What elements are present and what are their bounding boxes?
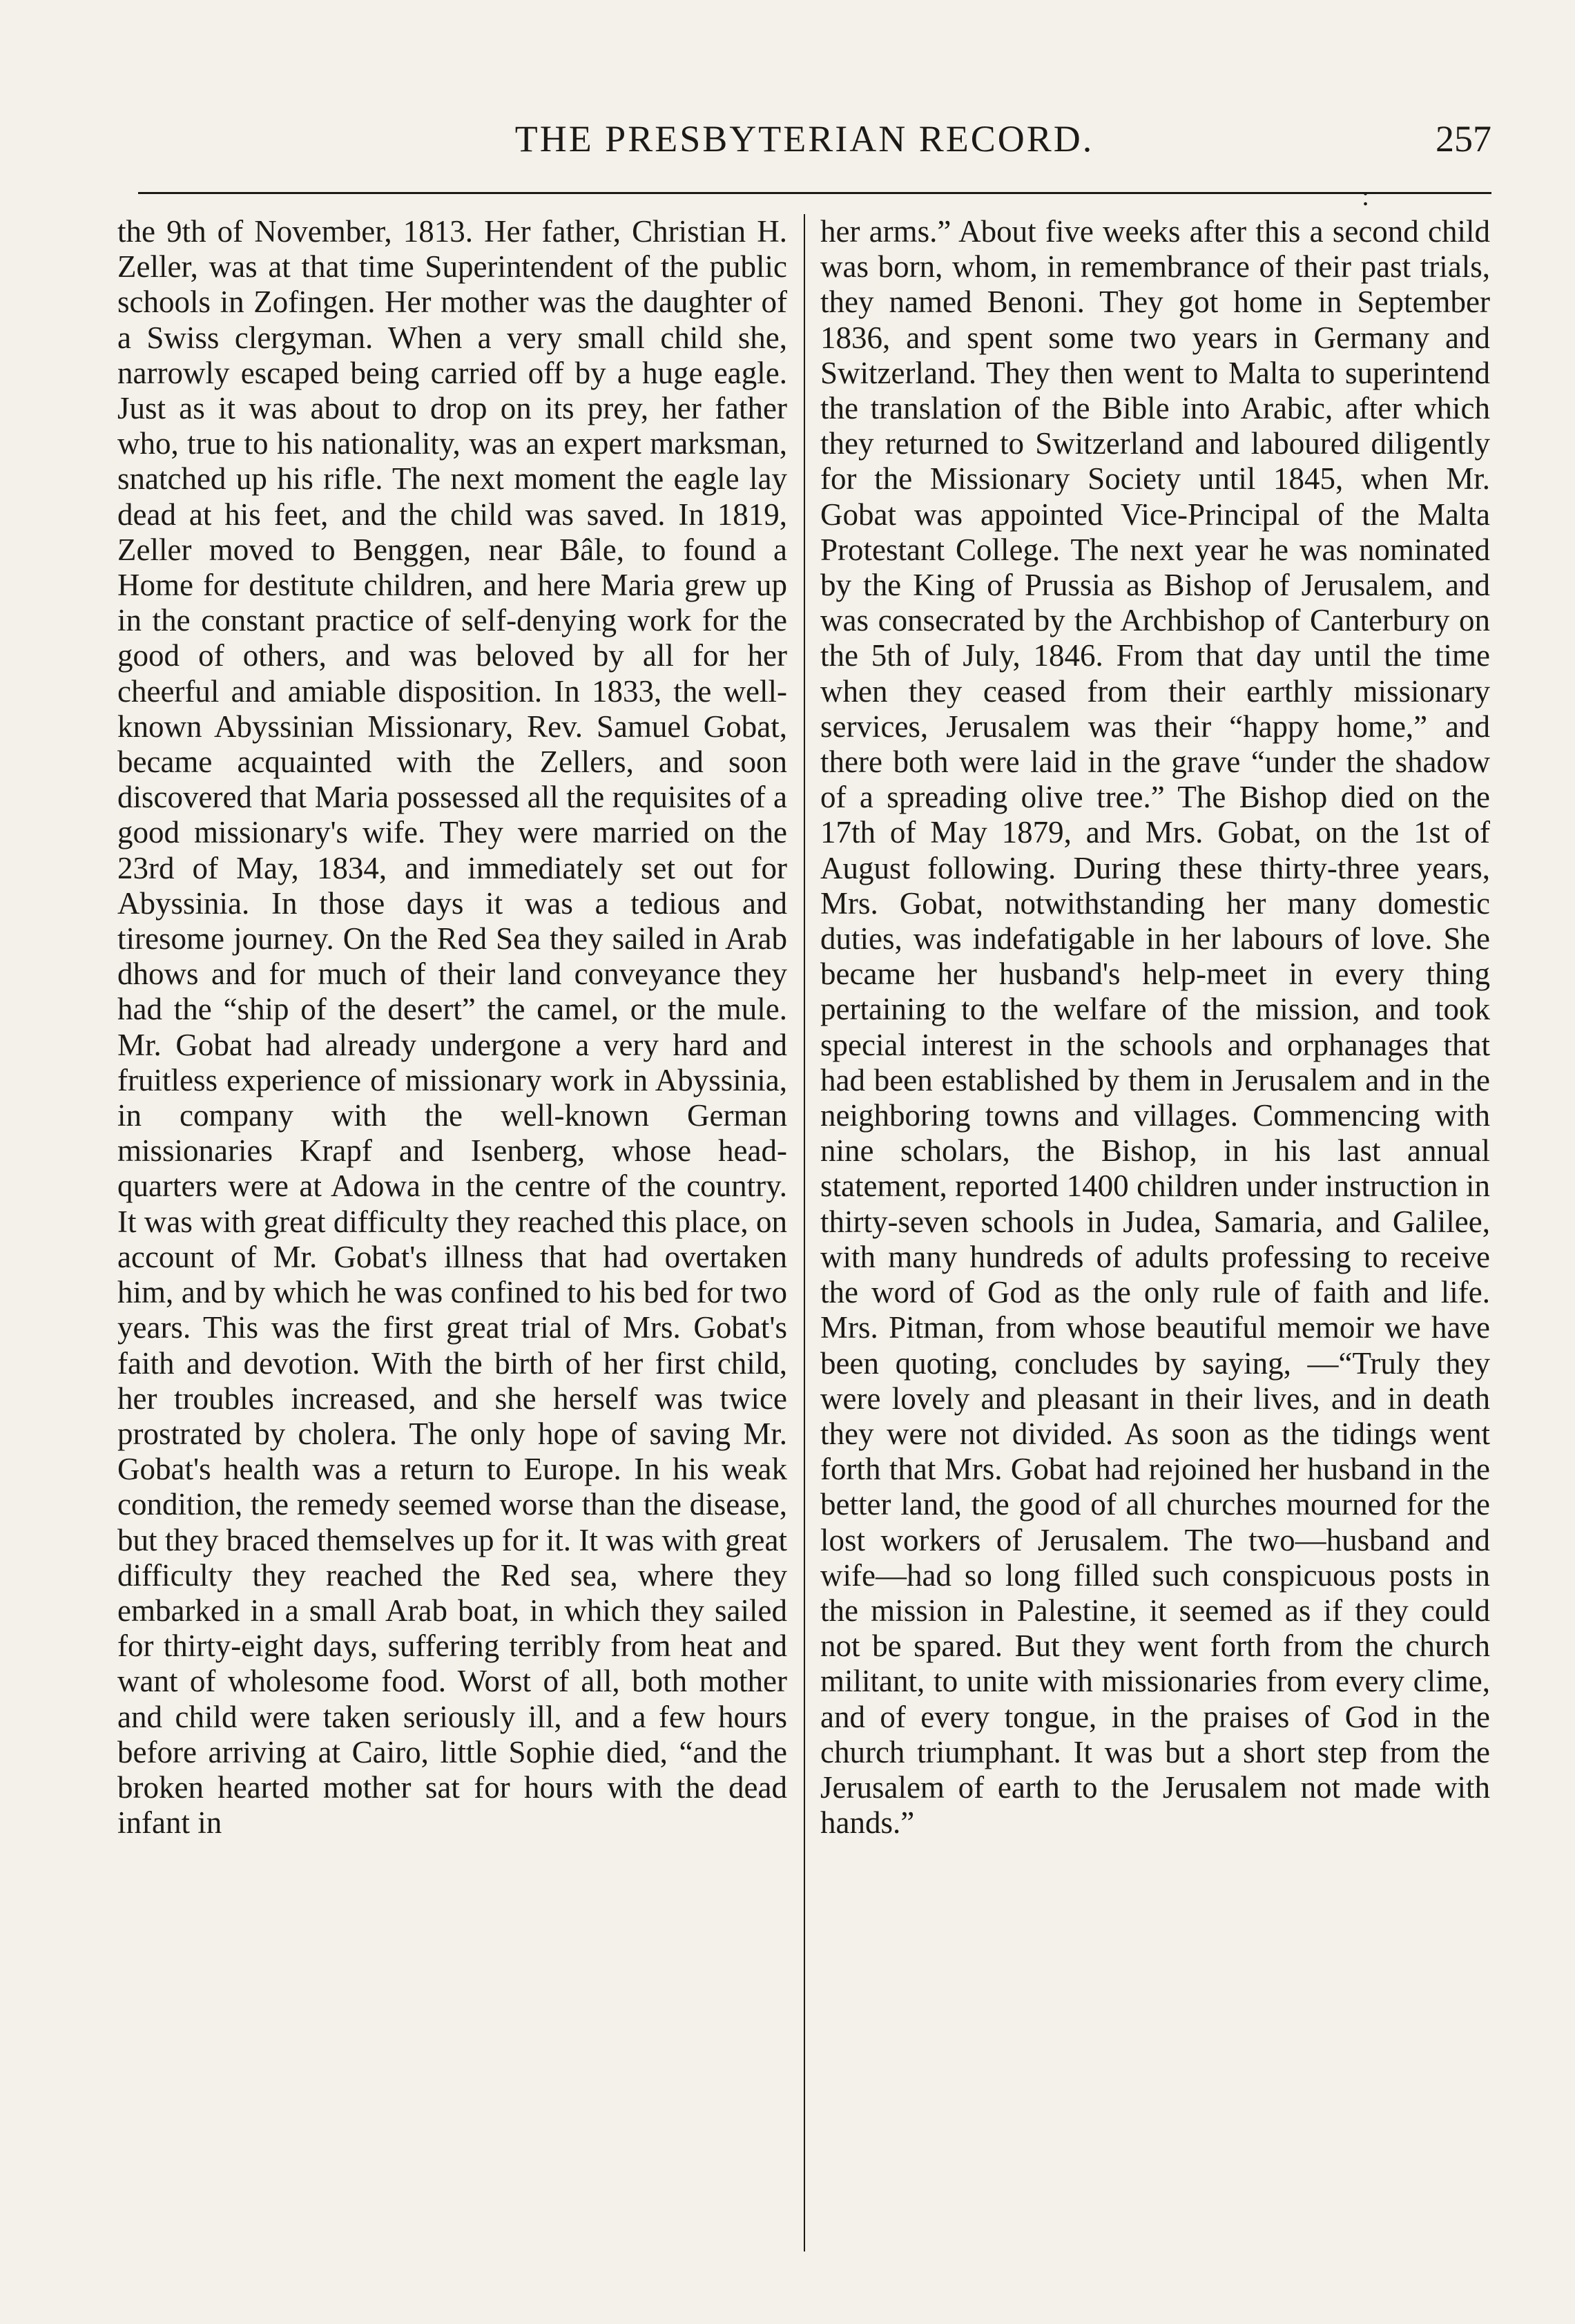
page bbox=[117, 111, 1491, 2251]
right-column-text: her arms.” About five weeks after this a second child was born, whom, in remembrance of their past trials, they named Benoni. They got home in September 1836, and spent some two years in Germany and Switzerland. They then went to Malta to superintend the translation of the Bible into Arabic, after which they returned to Switzerland and laboured diligently for the Missionary Society until 1845, when Mr. Gobat was appointed Vice-Principal of the Malta Protestant College. The next year he was nominated by the King of Prussia as Bishop of Jerusalem, and was consecrated by the Archbishop of Canterbury on the 5th of July, 1846. From that day until the time when they ceased from their earthly missionary services, Jerusalem was their “happy home,” and there both were laid in the grave “under the shadow of a spreading olive tree.” The Bishop died on the 17th of May 1879, and Mrs. Gobat, on the 1st of August following. During these thirty-three years, Mrs. Gobat, notwithstanding her many domestic duties, was indefatigable in her labours of love. She became her husband's help-meet in every thing pertaining to the welfare of the mission, and took special interest in the schools and orphanages that had been established by them in Jerusalem and in the neighboring towns and villages. Commencing with nine scholars, the Bishop, in his last annual statement, reported 1400 children under instruction in thirty-seven schools in Judea, Samaria, and Galilee, with many hundreds of adults professing to receive the word of God as the only rule of faith and life. Mrs. Pitman, from whose beautiful memoir we have been quoting, concludes by saying, —“Truly they were lovely and pleasant in their lives, and in death they were not divided. As soon as the tidings went forth that Mrs. Gobat had rejoined her husband in the better land, the good of all churches mourned for the lost workers of Jerusalem. The two—husband and wife—had so long filled such conspicuous posts in the mission in Palestine, it seemed as if they could not be spared. But they went forth from the church militant, to unite with missionaries from every clime, and of every tongue, in the praises of God in the church triumphant. It was but a short step from the Jerusalem of earth to the Jerusalem not made with hands.” bbox=[820, 214, 1490, 1841]
rule-mark: : bbox=[1362, 180, 1370, 211]
page-number: 257 bbox=[1436, 118, 1491, 160]
article-columns bbox=[117, 214, 1491, 2251]
left-column-text: the 9th of November, 1813. Her father, Christian H. Zeller, was at that time Superintendent of the public schools in Zofingen. Her mother was the daughter of a Swiss clergyman. When a very small child she, narrowly escaped being carried off by a huge eagle. Just as it was about to drop on its prey, her father who, true to his nationality, was an expert marksman, snatched up his rifle. The next moment the eagle lay dead at his feet, and the child was saved. In 1819, Zeller moved to Benggen, near Bâle, to found a Home for destitute children, and here Maria grew up in the constant practice of self-denying work for the good of others, and was beloved by all for her cheerful and amiable disposition. In 1833, the well-known Abyssinian Missionary, Rev. Samuel Gobat, became acquainted with the Zellers, and soon discovered that Maria possessed all the requisites of a good missionary's wife. They were married on the 23rd of May, 1834, and immediately set out for Abyssinia. In those days it was a tedious and tiresome journey. On the Red Sea they sailed in Arab dhows and for much of their land conveyance they had the “ship of the desert” the camel, or the mule. Mr. Gobat had already undergone a very hard and fruitless experience of missionary work in Abyssinia, in company with the well-known German missionaries Krapf and Isenberg, whose head-quarters were at Adowa in the centre of the country. It was with great difficulty they reached this place, on account of Mr. Gobat's illness that had overtaken him, and by which he was confined to his bed for two years. This was the first great trial of Mrs. Gobat's faith and devotion. With the birth of her first child, her troubles increased, and she herself was twice prostrated by cholera. The only hope of saving Mr. Gobat's health was a return to Europe. In his weak condition, the remedy seemed worse than the disease, but they braced themselves up for it. It was with great difficulty they reached the Red sea, where they embarked in a small Arab boat, in which they sailed for thirty-eight days, suffering terribly from heat and want of wholesome food. Worst of all, both mother and child were taken seriously ill, and a few hours before arriving at Cairo, little Sophie died, “and the broken hearted mother sat for hours with the dead infant in bbox=[117, 214, 787, 1841]
header-rule bbox=[138, 192, 1491, 194]
column-divider bbox=[804, 214, 805, 2251]
running-title: THE PRESBYTERIAN RECORD. bbox=[514, 118, 1094, 160]
right-column bbox=[820, 214, 1490, 1841]
left-column bbox=[117, 214, 787, 1841]
page-header bbox=[117, 111, 1491, 173]
